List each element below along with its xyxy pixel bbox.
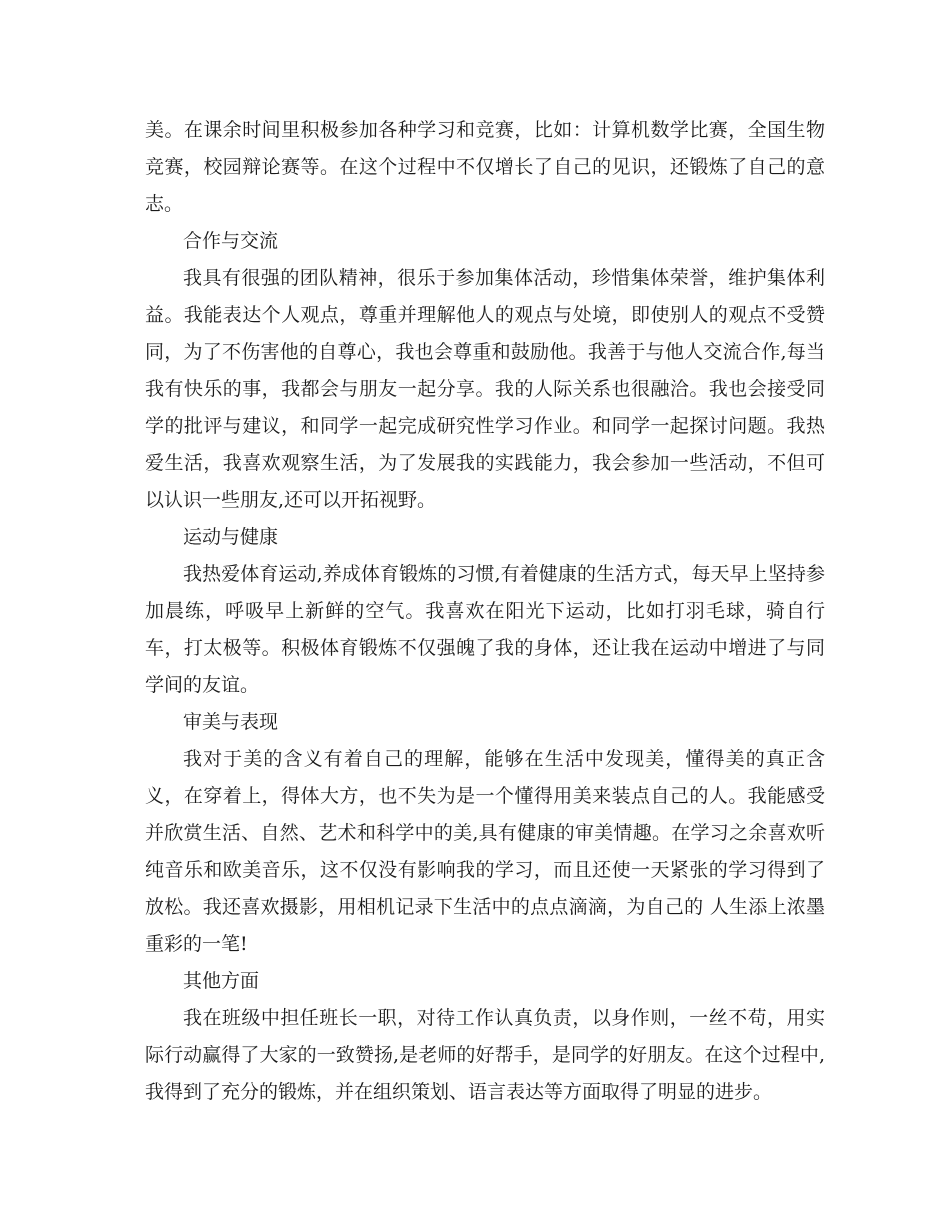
- paragraph-cooperation: 我具有很强的团队精神，很乐于参加集体活动，珍惜集体荣誉，维护集体利益。我能表达个人观点，尊重并理解他人的观点与处境，即使别人的观点不受赞同，为了不伤害他的自尊心，我也会尊重和鼓励他。我善于与他人交流合作,每当我有快乐的事，我都会与朋友一起分享。我的人际关系也很融洽。我也会接受同学的批评与建议，和同学一起完成研究性学习作业。和同学一起探讨问题。我热爱生活，我喜欢观察生活，为了发展我的实践能力，我会参加一些活动，不但可以认识一些朋友,还可以开拓视野。: [145, 267, 825, 511]
- section-heading-cooperation: 合作与交流: [183, 230, 279, 252]
- section-heading-sports: 运动与健康: [183, 526, 279, 548]
- paragraph-other: 我在班级中担任班长一职，对待工作认真负责，以身作则，一丝不苟，用实际行动赢得了大家的一致赞扬,是老师的好帮手，是同学的好朋友。在这个过程中,我得到了充分的锻炼，并在组织策划、语言表达等方面取得了明显的进步。: [145, 1007, 825, 1103]
- paragraph-aesthetics: 我对于美的含义有着自己的理解，能够在生活中发现美，懂得美的真正含义，在穿着上，得体大方，也不失为是一个懂得用美来装点自己的人。我能感受并欣赏生活、自然、艺术和科学中的美,具有健康的审美情趣。在学习之余喜欢听纯音乐和欧美音乐，这不仅没有影响我的学习，而且还使一天紧张的学习得到了放松。我还喜欢摄影，用相机记录下生活中的点点滴滴，为自己的 人生添上浓墨重彩的一笔!: [145, 748, 825, 955]
- document-body: [145, 112, 825, 1111]
- paragraph-continuation: 美。在课余时间里积极参加各种学习和竞赛，比如：计算机数学比赛，全国生物竞赛，校园辩论赛等。在这个过程中不仅增长了自己的见识，还锻炼了自己的意志。: [145, 119, 825, 215]
- section-heading-aesthetics: 审美与表现: [183, 711, 279, 733]
- section-heading-other: 其他方面: [183, 970, 260, 992]
- paragraph-sports: 我热爱体育运动,养成体育锻炼的习惯,有着健康的生活方式，每天早上坚持参加晨练，呼吸早上新鲜的空气。我喜欢在阳光下运动，比如打羽毛球，骑自行车，打太极等。积极体育锻炼不仅强魄了我的身体，还让我在运动中增进了与同学间的友谊。: [145, 563, 825, 696]
